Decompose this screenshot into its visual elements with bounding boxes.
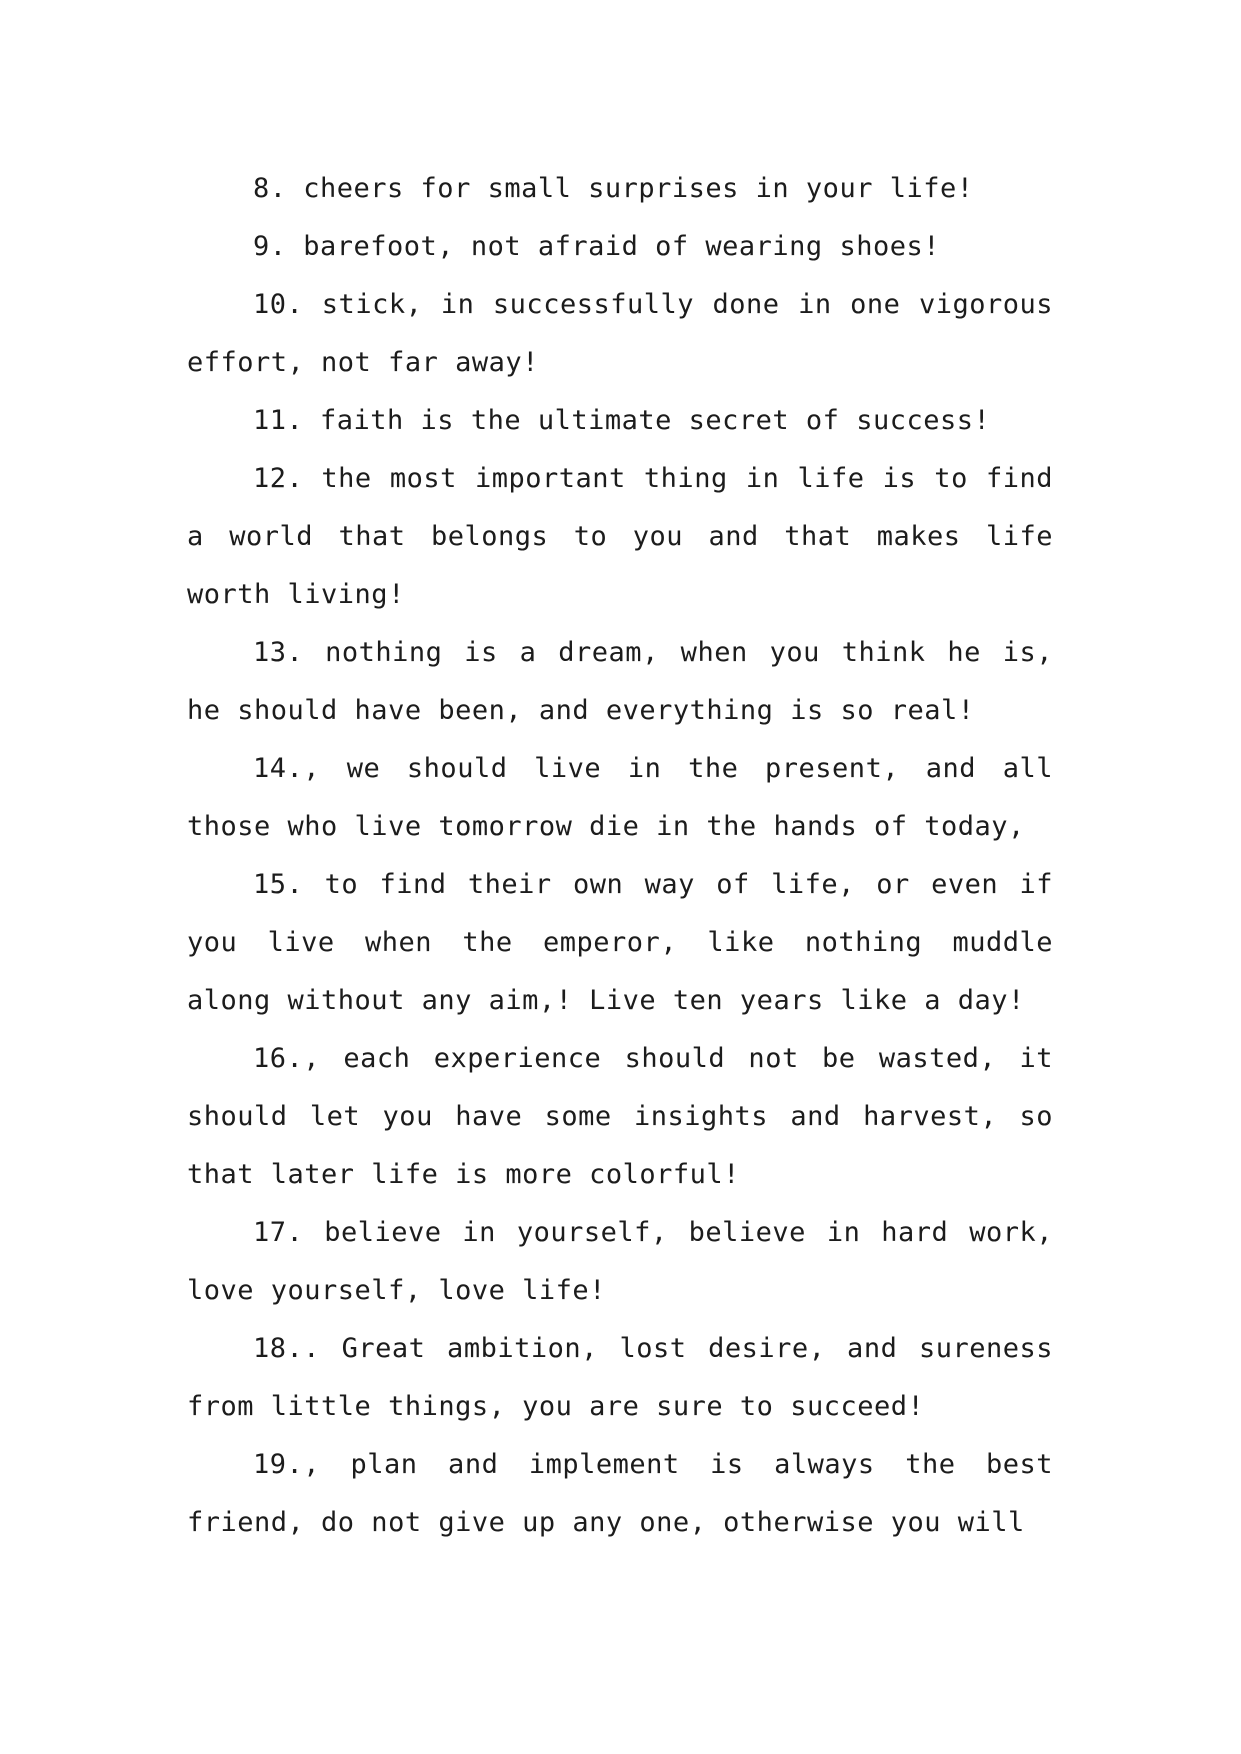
list-item: 12. the most important thing in life is to find a world that belongs to you and that makes life worth living! bbox=[187, 463, 1053, 610]
list-item: 17. believe in yourself, believe in hard work, love yourself, love life! bbox=[187, 1217, 1053, 1306]
list-item: 16., each experience should not be wasted, it should let you have some insights and harvest, so that later life is more colorful! bbox=[187, 1043, 1053, 1190]
list-item: 10. stick, in successfully done in one vigorous effort, not far away! bbox=[187, 289, 1053, 378]
list-item: 8. cheers for small surprises in your life! bbox=[253, 173, 974, 204]
list-item: 14., we should live in the present, and all those who live tomorrow die in the hands of today, bbox=[187, 753, 1053, 842]
list-item: 11. faith is the ultimate secret of success! bbox=[253, 405, 991, 436]
document-page bbox=[187, 160, 1053, 1552]
list-item: 15. to find their own way of life, or even if you live when the emperor, like nothing muddle along without any aim,! Live ten years like a day! bbox=[187, 869, 1053, 1016]
list-item: 18.. Great ambition, lost desire, and sureness from little things, you are sure to succeed! bbox=[187, 1333, 1053, 1422]
list-item: 9. barefoot, not afraid of wearing shoes! bbox=[253, 231, 940, 262]
list-item: 19., plan and implement is always the best friend, do not give up any one, otherwise you will bbox=[187, 1449, 1053, 1538]
list-item: 13. nothing is a dream, when you think he is, he should have been, and everything is so real! bbox=[187, 637, 1053, 726]
